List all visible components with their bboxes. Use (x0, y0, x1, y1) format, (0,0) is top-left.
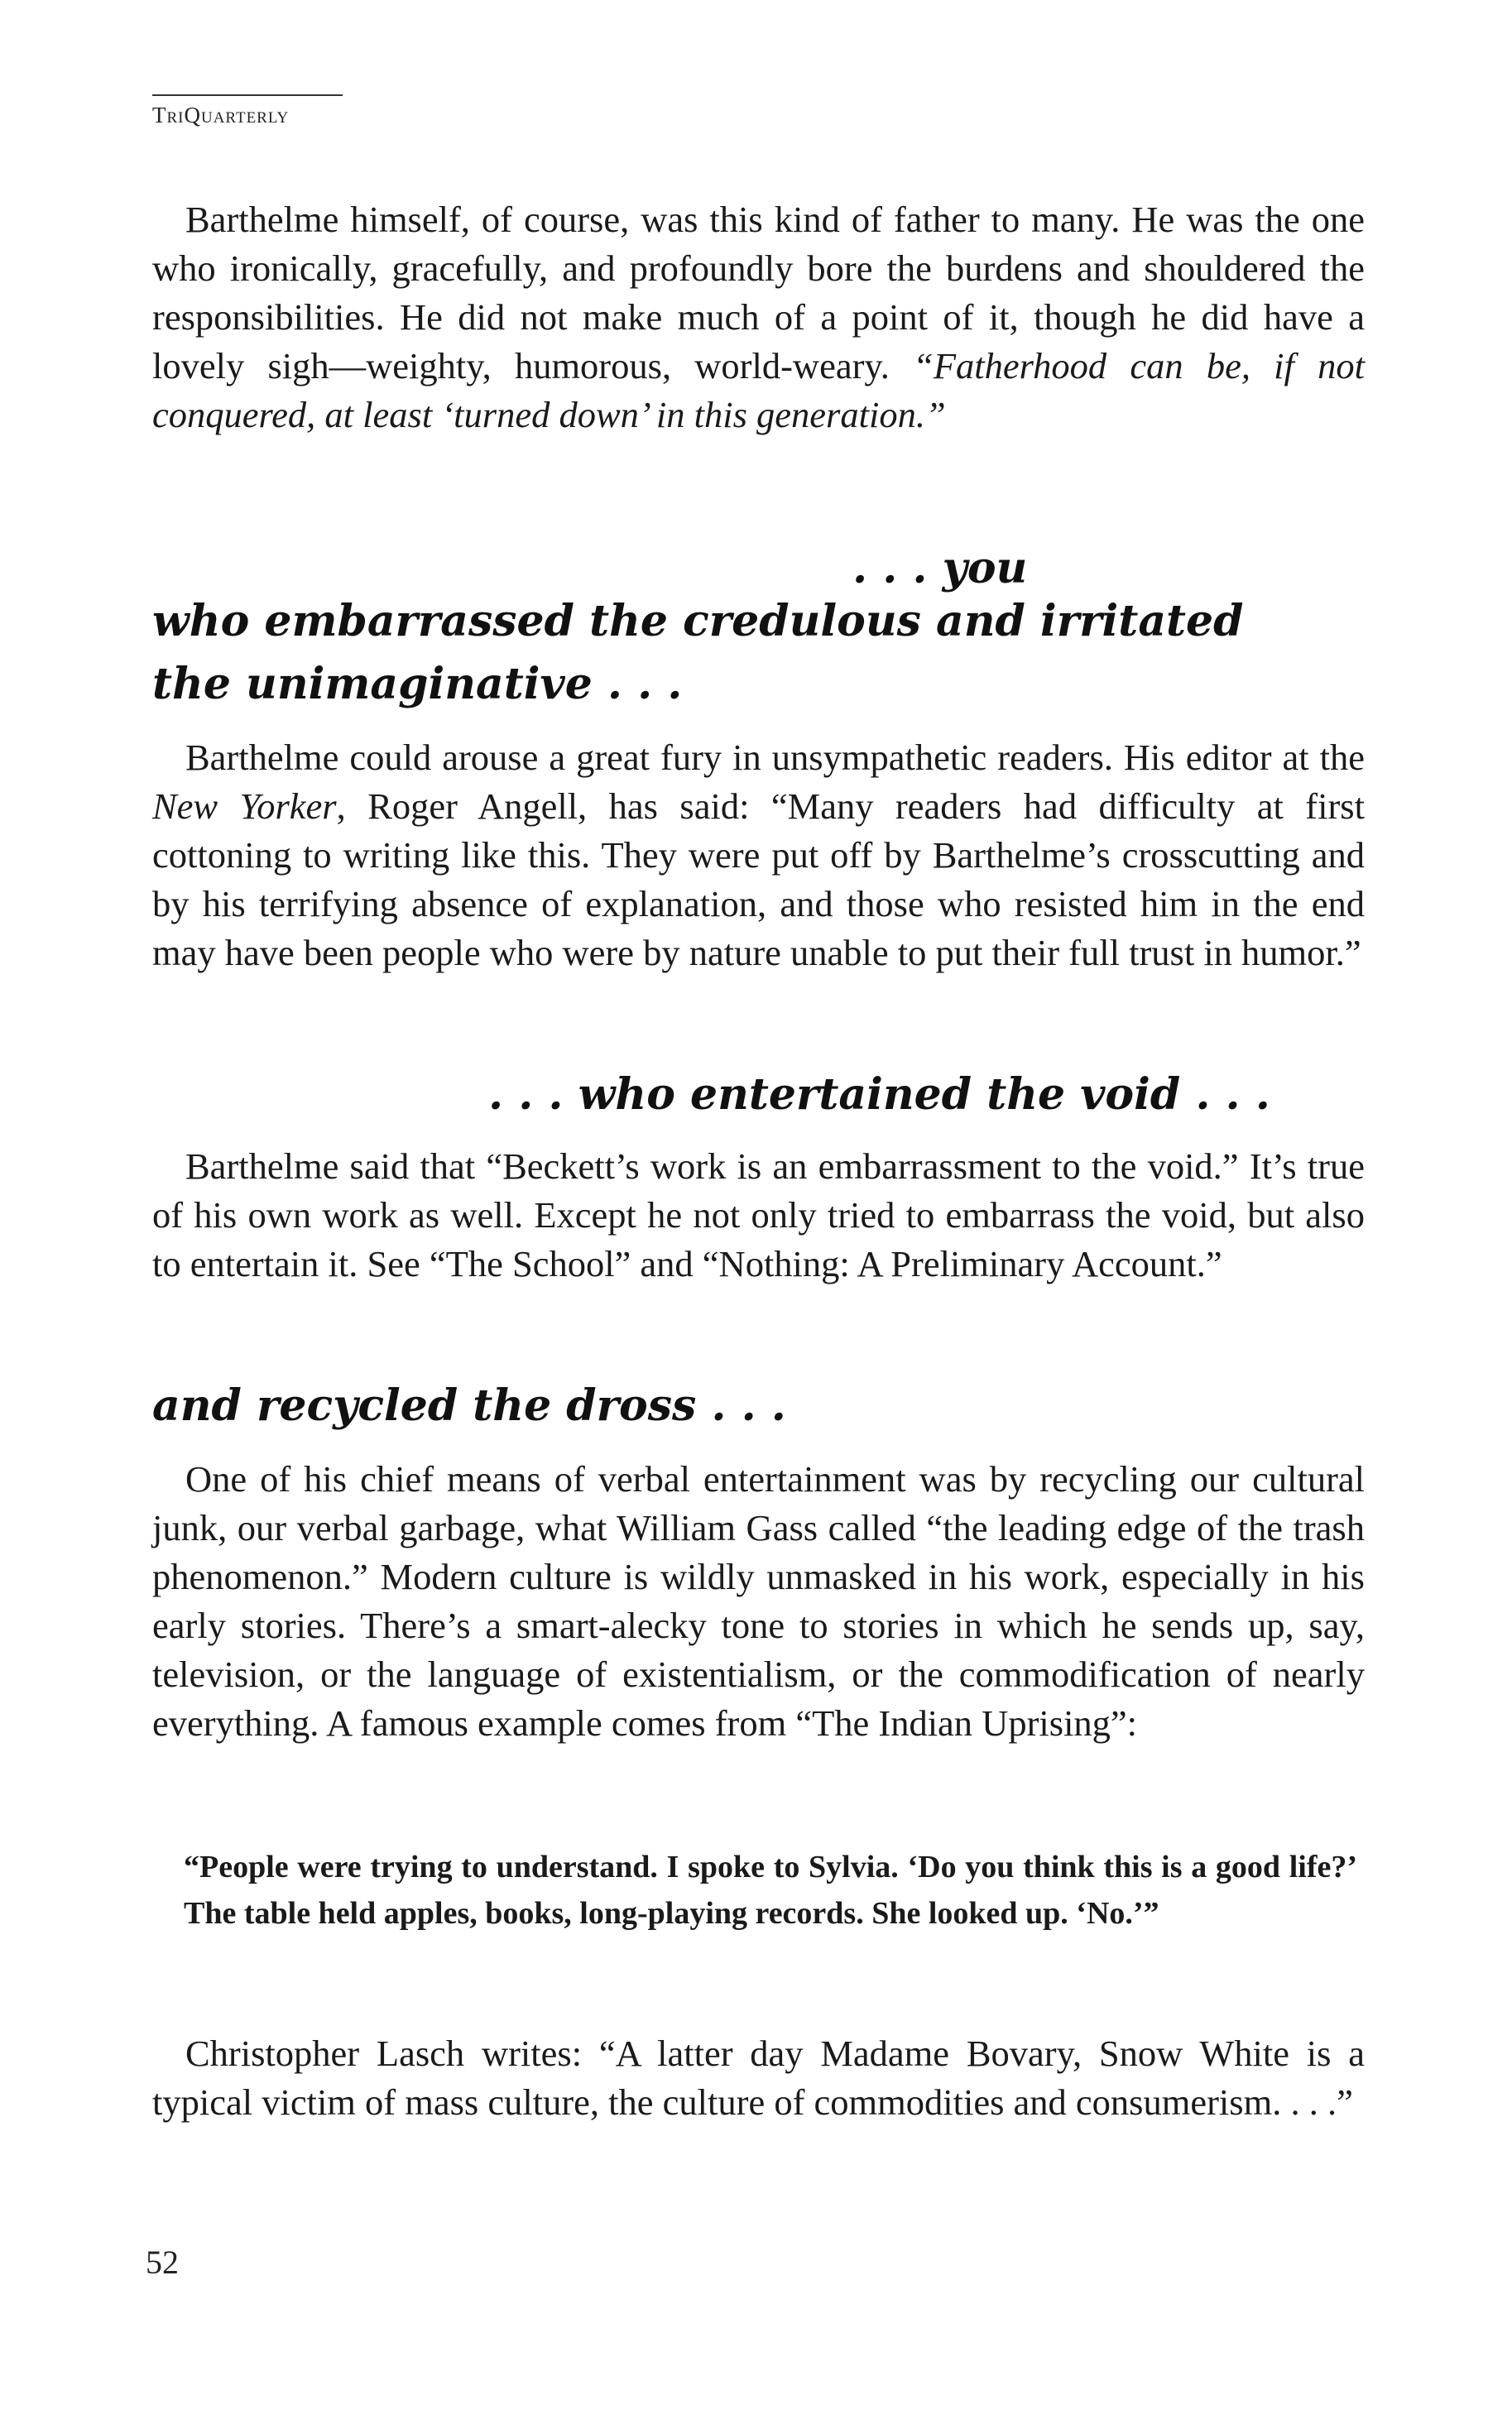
paragraph-fury (152, 733, 1365, 977)
heading-you: . . . you (852, 543, 1028, 593)
fatherhood-quote: “Fatherhood can be, if not conquered, at least ‘turned down’ in this generation.” (152, 345, 1365, 435)
heading-embarrassed: who embarrassed the credulous and irritated (152, 596, 1244, 646)
paragraph-fury-text-b: , Roger Angell, has said: “Many readers had difficulty at first cottoning to writing like this. They were put off by Barthelme’s crosscutting and by his terrifying absence of explanation, and those who resisted him in the end may have been people who were by nature unable to put their full trust in humor.” (152, 785, 1365, 973)
running-head: TriQuarterly (152, 103, 290, 127)
heading-void: . . . who entertained the void . . . (488, 1069, 1270, 1120)
paragraph-lasch (152, 2029, 1365, 2127)
heading-unimaginative: the unimaginative . . . (152, 659, 683, 709)
heading-dross: and recycled the dross . . . (152, 1380, 786, 1431)
page-number: 52 (146, 2244, 179, 2281)
paragraph-fury-text-a: Barthelme could arouse a great fury in unsympathetic readers. His editor at the (185, 737, 1365, 778)
paragraph-fatherhood (152, 195, 1365, 439)
paragraph-lasch-text: Christopher Lasch writes: “A latter day Madame Bovary, Snow White is a typical victim of mass culture, the culture of commodities and consumerism. . . .” (152, 2033, 1365, 2123)
paragraph-fatherhood-text: Barthelme himself, of course, was this kind of father to many. He was the one who ironically, gracefully, and profoundly bore the burdens and shouldered the responsibilities. He did not make much of a point of it, though he did have a lovely sigh—weighty, humorous, world-weary. (152, 199, 1365, 386)
new-yorker-title: New Yorker (152, 785, 337, 827)
paragraph-recycling (152, 1455, 1365, 1748)
running-head-rule (152, 94, 343, 96)
paragraph-beckett (152, 1142, 1365, 1289)
paragraph-recycling-text: One of his chief means of verbal entertainment was by recycling our cultural junk, our verbal garbage, what William Gass called “the leading edge of the trash phenomenon.” Modern culture is wildly unmasked in his work, especially in his early stories. There’s a smart-alecky tone to stories in which he sends up, say, television, or the language of existentialism, or the commodification of nearly everything. A famous example comes from “The Indian Uprising”: (152, 1458, 1365, 1744)
paragraph-beckett-text: Barthelme said that “Beckett’s work is an embarrassment to the void.” It’s true of his own work as well. Except he not only tried to embarrass the void, but also to entertain it. See “The School” and “Nothing: A Preliminary Account.” (152, 1145, 1365, 1284)
block-quote-indian-uprising: “People were trying to understand. I spoke to Sylvia. ‘Do you think this is a good life?’ The table held apples, books, long-playing records. She looked up. ‘No.’” (184, 1850, 1357, 1931)
